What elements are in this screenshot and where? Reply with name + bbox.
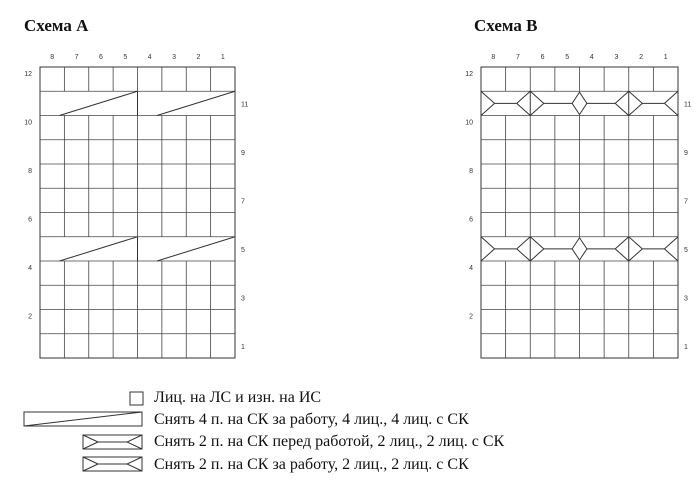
row-label-right: 9 xyxy=(241,149,245,157)
legend-cable-2x2-front-symbol xyxy=(83,435,142,449)
row-label-right: 9 xyxy=(684,149,688,157)
legend-item-cable-4x4-back: Снять 4 п. на СК за работу, 4 лиц., 4 лиц. с СК xyxy=(154,411,469,428)
row-label-left: 10 xyxy=(24,119,32,127)
legend-item-knit: Лиц. на ЛС и изн. на ИС xyxy=(154,389,322,406)
row-label-right: 11 xyxy=(241,101,249,109)
column-label: 4 xyxy=(147,54,152,61)
column-label: 3 xyxy=(614,54,619,61)
row-label-right: 5 xyxy=(241,246,245,254)
row-label-left: 12 xyxy=(24,71,32,78)
scheme-a-grid xyxy=(24,54,248,358)
column-label: 1 xyxy=(663,54,668,61)
column-label: 7 xyxy=(515,54,520,61)
scheme-b-title: Схема B xyxy=(474,16,538,35)
column-label: 1 xyxy=(220,54,225,61)
row-label-left: 6 xyxy=(469,216,473,224)
row-label-left: 10 xyxy=(465,119,473,127)
column-label: 2 xyxy=(196,54,201,61)
row-label-right: 11 xyxy=(684,101,692,109)
column-label: 8 xyxy=(50,54,55,61)
row-label-left: 8 xyxy=(28,168,32,175)
scheme-a-title: Схема A xyxy=(24,16,89,35)
legend-cable-2x2-back-symbol xyxy=(83,457,142,471)
row-label-left: 8 xyxy=(469,168,473,175)
column-label: 7 xyxy=(74,54,79,61)
row-label-left: 4 xyxy=(469,265,473,272)
row-label-left: 2 xyxy=(28,313,32,321)
row-label-right: 1 xyxy=(684,343,688,351)
column-label: 3 xyxy=(172,54,177,61)
row-label-left: 6 xyxy=(28,216,32,224)
row-label-left: 12 xyxy=(465,71,473,78)
column-label: 5 xyxy=(123,54,128,61)
legend-symbols xyxy=(24,392,143,471)
row-label-right: 5 xyxy=(684,246,688,254)
column-label: 6 xyxy=(98,54,103,61)
legend-cable-4x4-back-symbol xyxy=(24,412,142,426)
row-label-right: 1 xyxy=(241,343,245,351)
row-label-right: 7 xyxy=(241,198,245,206)
column-label: 6 xyxy=(540,54,545,61)
legend-item-cable-2x2-back: Снять 2 п. на СК за работу, 2 лиц., 2 лиц. с СК xyxy=(154,456,469,473)
column-label: 2 xyxy=(639,54,644,61)
scheme-b-grid xyxy=(465,54,691,358)
column-label: 5 xyxy=(565,54,570,61)
legend-blank-square-symbol xyxy=(130,392,143,405)
row-label-right: 3 xyxy=(684,295,688,303)
row-label-left: 2 xyxy=(469,313,473,321)
row-label-left: 4 xyxy=(28,265,32,272)
column-label: 4 xyxy=(589,54,594,61)
legend-item-cable-2x2-front: Снять 2 п. на СК перед работой, 2 лиц., 2 лиц. с СК xyxy=(154,433,505,450)
row-label-right: 7 xyxy=(684,198,688,206)
row-label-right: 3 xyxy=(241,295,245,303)
column-label: 8 xyxy=(491,54,496,61)
